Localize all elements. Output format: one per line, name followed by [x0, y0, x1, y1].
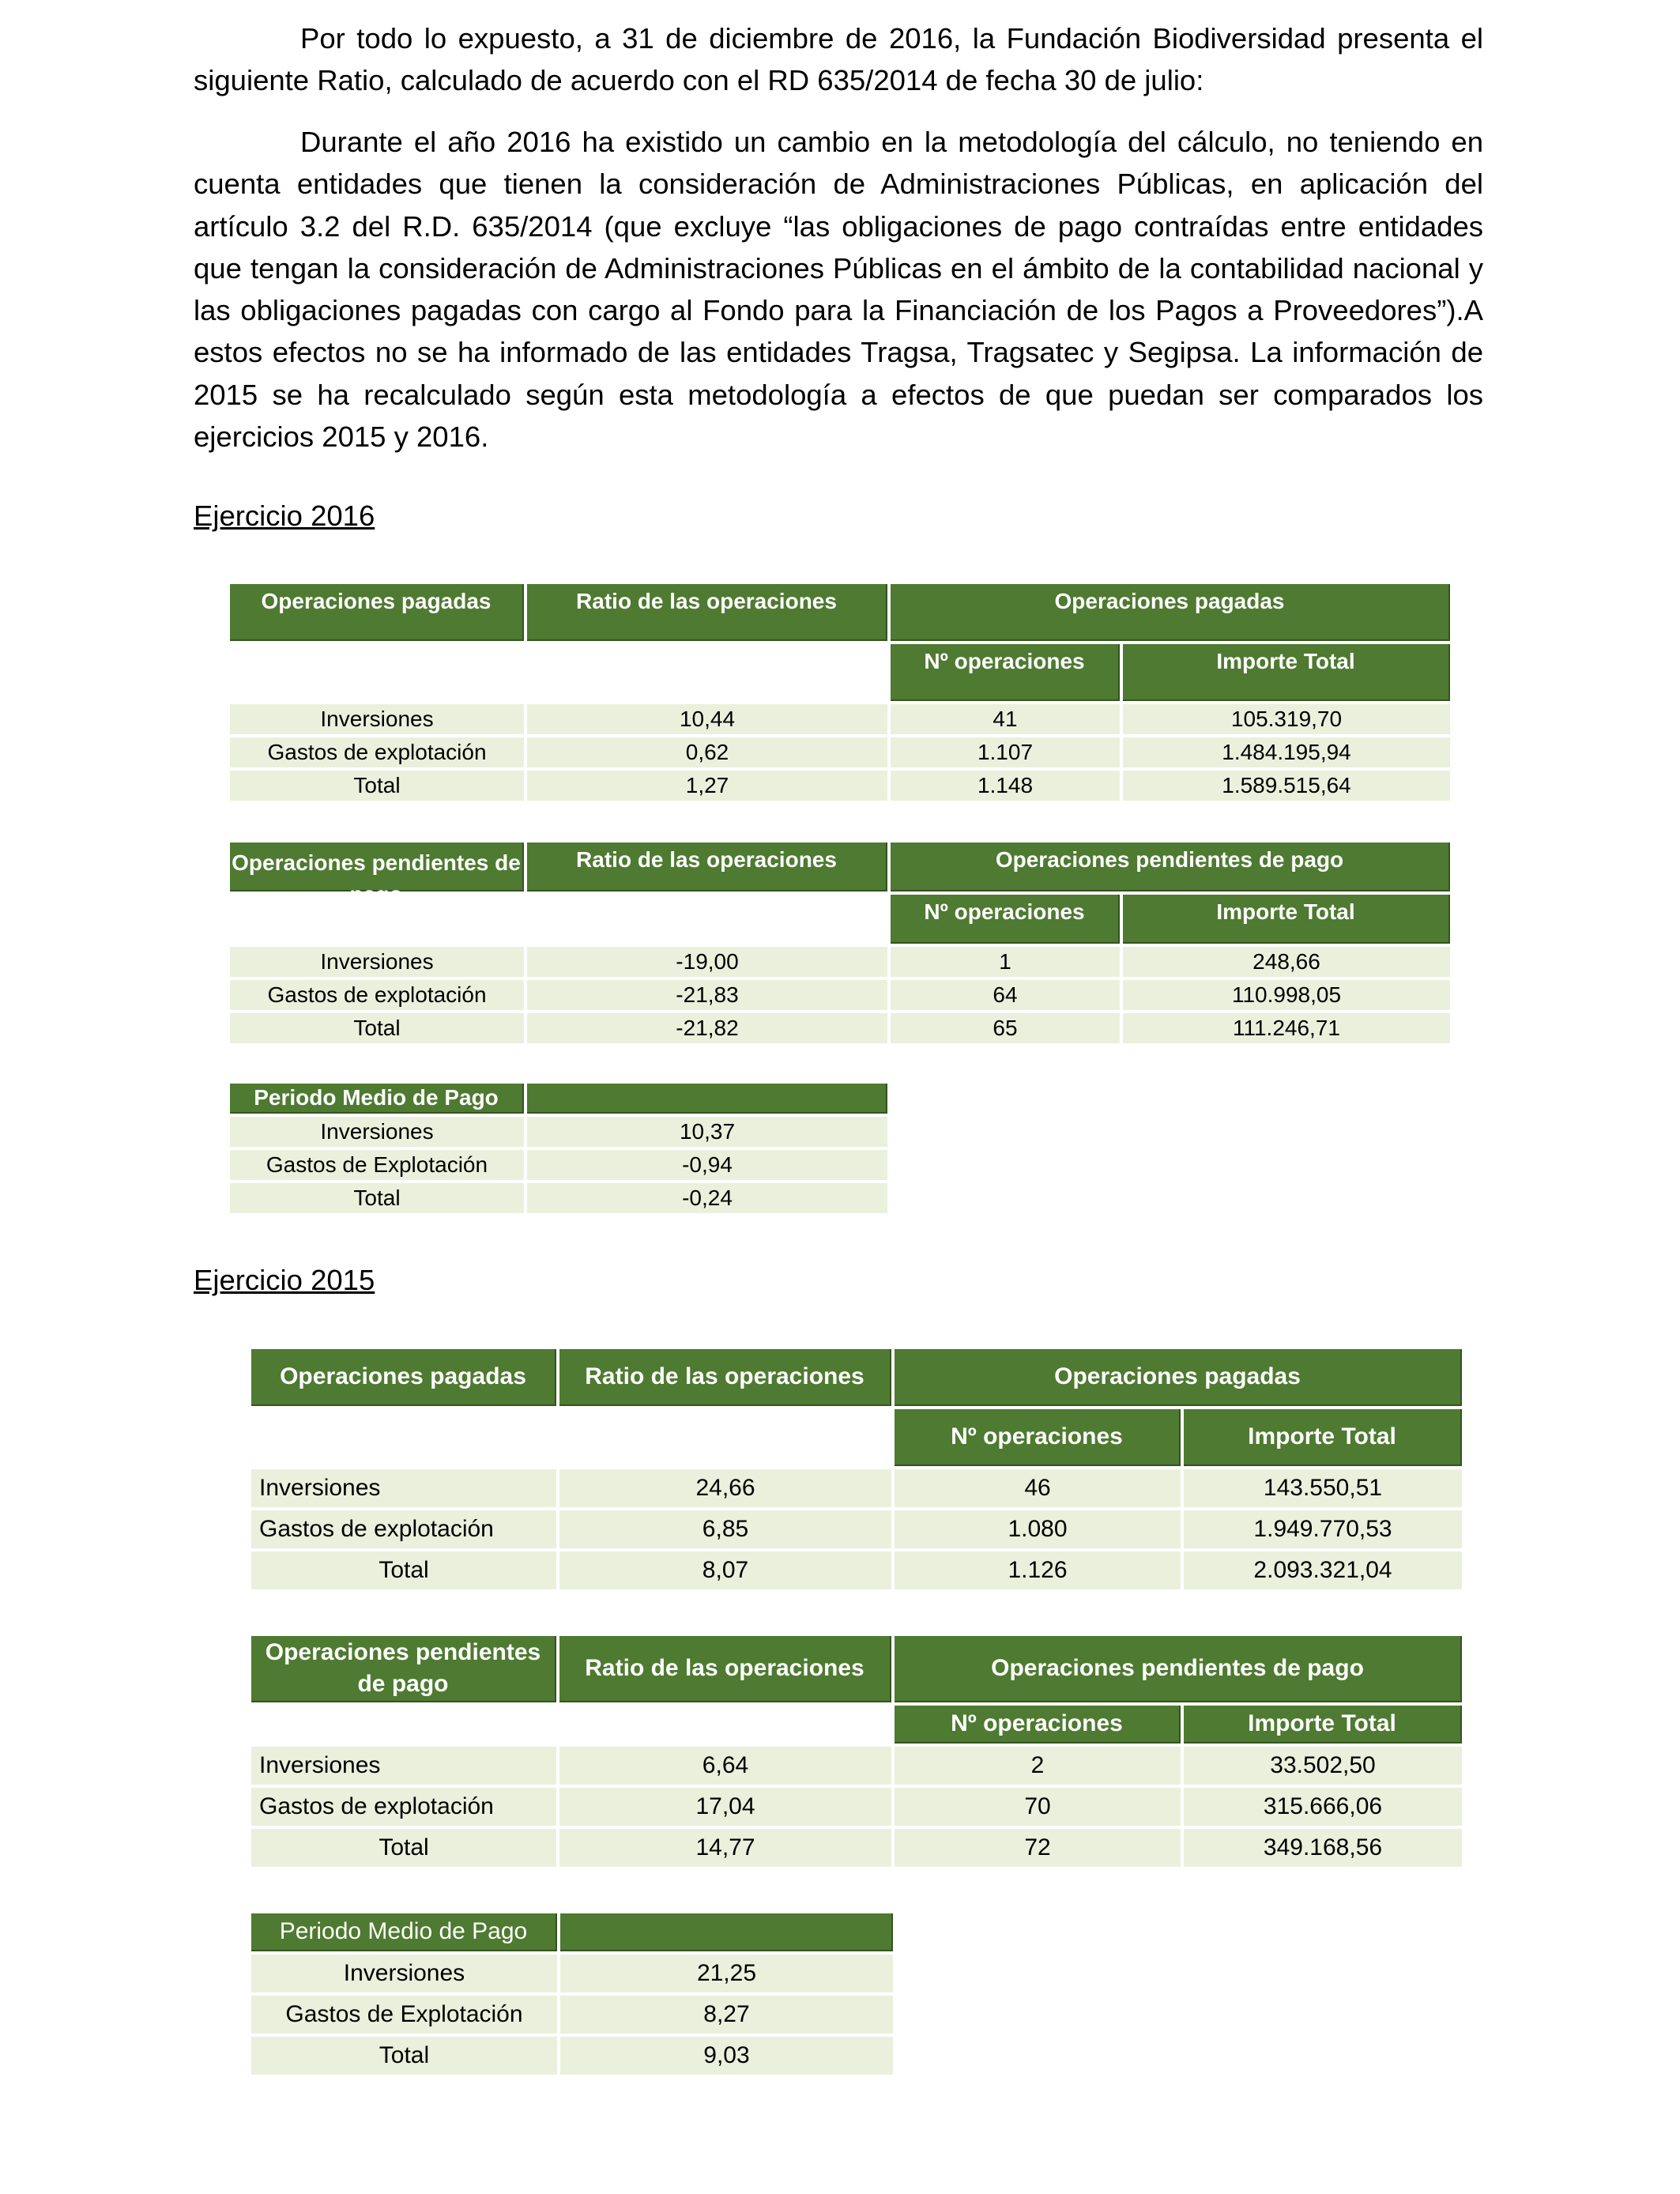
row-ratio: 0,62 [527, 737, 887, 767]
table-row [251, 1955, 893, 1992]
row-label: Gastos de explotación [230, 980, 524, 1010]
row-label: Gastos de explotación [230, 737, 524, 767]
row-label: Inversiones [230, 1117, 524, 1147]
row-num: 46 [895, 1469, 1181, 1507]
intro-paragraph-2: Durante el año 2016 ha existido un cambio en la metodología del cálculo, no teniendo en cuenta entidades que tienen la consideración de Administraciones Públicas, en aplicación del artículo 3.2 del R.D. 635/2014 (que excluye “las obligaciones de pago contraídas entre entidades que tengan la consideración de Administraciones Públicas en el ámbito de la contabilidad nacional y las obligaciones pagadas con cargo al Fondo para la Financiación de los Pagos a Proveedores”).A estos efectos no se ha informado de las entidades Tragsa, Tragsatec y Segipsa. La información de 2015 se ha recalculado según esta metodología a efectos de que puedan ser comparados los ejercicios 2015 y 2016. [194, 126, 1483, 454]
row-importe: 315.666,06 [1184, 1788, 1462, 1826]
row-value: 9,03 [560, 2037, 893, 2075]
table-row [251, 1510, 1462, 1548]
col-header-blank [560, 1913, 893, 1951]
row-num: 1 [891, 947, 1120, 977]
row-ratio: 6,85 [559, 1510, 891, 1548]
col-header-operaciones-pagadas-group: Operaciones pagadas [891, 584, 1450, 641]
row-importe: 248,66 [1123, 947, 1450, 977]
subheader-importe-total: Importe Total [1184, 1706, 1462, 1744]
table-row [230, 947, 1450, 977]
col-header-ratio: Ratio de las operaciones [527, 843, 887, 892]
row-value: -0,94 [527, 1150, 887, 1180]
row-value: -0,24 [527, 1183, 887, 1213]
table-row [230, 704, 1450, 734]
table-2015-pagadas [248, 1346, 1465, 1593]
heading-2015: Ejercicio 2015 [194, 1264, 375, 1296]
table-row [230, 1150, 887, 1180]
table-row [251, 2037, 893, 2075]
row-ratio: 8,07 [559, 1551, 891, 1589]
row-label: Gastos de explotación [251, 1788, 556, 1826]
table-row [251, 1996, 893, 2034]
table-row [251, 1551, 1462, 1589]
table-2016-pmp [227, 1080, 891, 1216]
col-header-operaciones-pendientes-group: Operaciones pendientes de pago [895, 1636, 1462, 1702]
row-importe: 111.246,71 [1123, 1013, 1450, 1043]
table-2016-pagadas [227, 581, 1453, 804]
row-importe: 33.502,50 [1184, 1747, 1462, 1785]
row-importe: 1.949.770,53 [1184, 1510, 1462, 1548]
table-row [251, 1829, 1462, 1867]
table-row [251, 1747, 1462, 1785]
row-label: Inversiones [251, 1469, 556, 1507]
table-row [230, 1013, 1450, 1043]
subheader-importe-total: Importe Total [1184, 1409, 1462, 1466]
table-row [230, 1183, 887, 1213]
col-header-periodo-medio: Periodo Medio de Pago [230, 1084, 524, 1114]
row-num: 2 [895, 1747, 1181, 1785]
col-header-ratio: Ratio de las operaciones [559, 1349, 891, 1406]
row-label: Gastos de explotación [251, 1510, 556, 1548]
row-label: Total [230, 1013, 524, 1043]
subheader-num-operaciones: Nº operaciones [895, 1706, 1181, 1744]
row-label: Gastos de Explotación [251, 1996, 557, 2034]
row-importe: 1.589.515,64 [1123, 771, 1450, 801]
row-label: Total [230, 1183, 524, 1213]
row-ratio: 1,27 [527, 771, 887, 801]
row-ratio: -21,83 [527, 980, 887, 1010]
subheader-importe-total: Importe Total [1123, 895, 1450, 944]
row-num: 1.080 [895, 1510, 1181, 1548]
intro-paragraph-1: Por todo lo expuesto, a 31 de diciembre de 2016, la Fundación Biodiversidad presenta el siguiente Ratio, calculado de acuerdo con el RD 635/2014 de fecha 30 de julio: [194, 22, 1483, 97]
row-label: Inversiones [251, 1955, 557, 1992]
row-ratio: 14,77 [559, 1829, 891, 1867]
heading-2016: Ejercicio 2016 [194, 499, 375, 532]
row-importe: 349.168,56 [1184, 1829, 1462, 1867]
subheader-num-operaciones: Nº operaciones [895, 1409, 1181, 1466]
row-label: Inversiones [230, 947, 524, 977]
col-header-blank [527, 1084, 887, 1114]
table-row [230, 1117, 887, 1147]
row-importe: 1.484.195,94 [1123, 737, 1450, 767]
row-ratio: -21,82 [527, 1013, 887, 1043]
col-header-operaciones-pagadas-group: Operaciones pagadas [895, 1349, 1462, 1406]
row-num: 70 [895, 1788, 1181, 1826]
table-row [251, 1469, 1462, 1507]
col-header-operaciones-pendientes: Operaciones pendientes de pago [251, 1636, 556, 1702]
row-label: Total [251, 2037, 557, 2075]
row-num: 1.107 [891, 737, 1120, 767]
row-label: Total [251, 1829, 556, 1867]
table-row [230, 980, 1450, 1010]
row-num: 1.126 [895, 1551, 1181, 1589]
col-header-ratio: Ratio de las operaciones [527, 584, 887, 641]
row-num: 65 [891, 1013, 1120, 1043]
row-label: Inversiones [230, 704, 524, 734]
row-label: Gastos de Explotación [230, 1150, 524, 1180]
col-header-operaciones-pendientes: Operaciones pendientes de pago [230, 843, 524, 892]
row-value: 8,27 [560, 1996, 893, 2034]
col-header-operaciones-pendientes-group: Operaciones pendientes de pago [891, 843, 1450, 892]
subheader-num-operaciones: Nº operaciones [891, 895, 1120, 944]
col-header-operaciones-pagadas: Operaciones pagadas [251, 1349, 556, 1406]
row-ratio: 10,44 [527, 704, 887, 734]
row-label: Inversiones [251, 1747, 556, 1785]
row-importe: 110.998,05 [1123, 980, 1450, 1010]
col-header-periodo-medio: Periodo Medio de Pago [251, 1913, 557, 1951]
row-num: 1.148 [891, 771, 1120, 801]
table-2016-pendientes [227, 839, 1453, 1046]
table-row [230, 737, 1450, 767]
row-label: Total [230, 771, 524, 801]
row-value: 21,25 [560, 1955, 893, 1992]
row-importe: 105.319,70 [1123, 704, 1450, 734]
row-importe: 143.550,51 [1184, 1469, 1462, 1507]
row-ratio: 17,04 [559, 1788, 891, 1826]
col-header-ratio: Ratio de las operaciones [559, 1636, 891, 1702]
subheader-num-operaciones: Nº operaciones [891, 644, 1120, 701]
table-2015-pendientes [248, 1633, 1465, 1870]
row-ratio: 24,66 [559, 1469, 891, 1507]
table-row [230, 771, 1450, 801]
row-importe: 2.093.321,04 [1184, 1551, 1462, 1589]
table-2015-pmp [248, 1910, 896, 2078]
row-ratio: -19,00 [527, 947, 887, 977]
row-ratio: 6,64 [559, 1747, 891, 1785]
row-num: 64 [891, 980, 1120, 1010]
row-value: 10,37 [527, 1117, 887, 1147]
row-label: Total [251, 1551, 556, 1589]
table-row [251, 1788, 1462, 1826]
row-num: 41 [891, 704, 1120, 734]
col-header-operaciones-pagadas: Operaciones pagadas [230, 584, 524, 641]
row-num: 72 [895, 1829, 1181, 1867]
subheader-importe-total: Importe Total [1123, 644, 1450, 701]
